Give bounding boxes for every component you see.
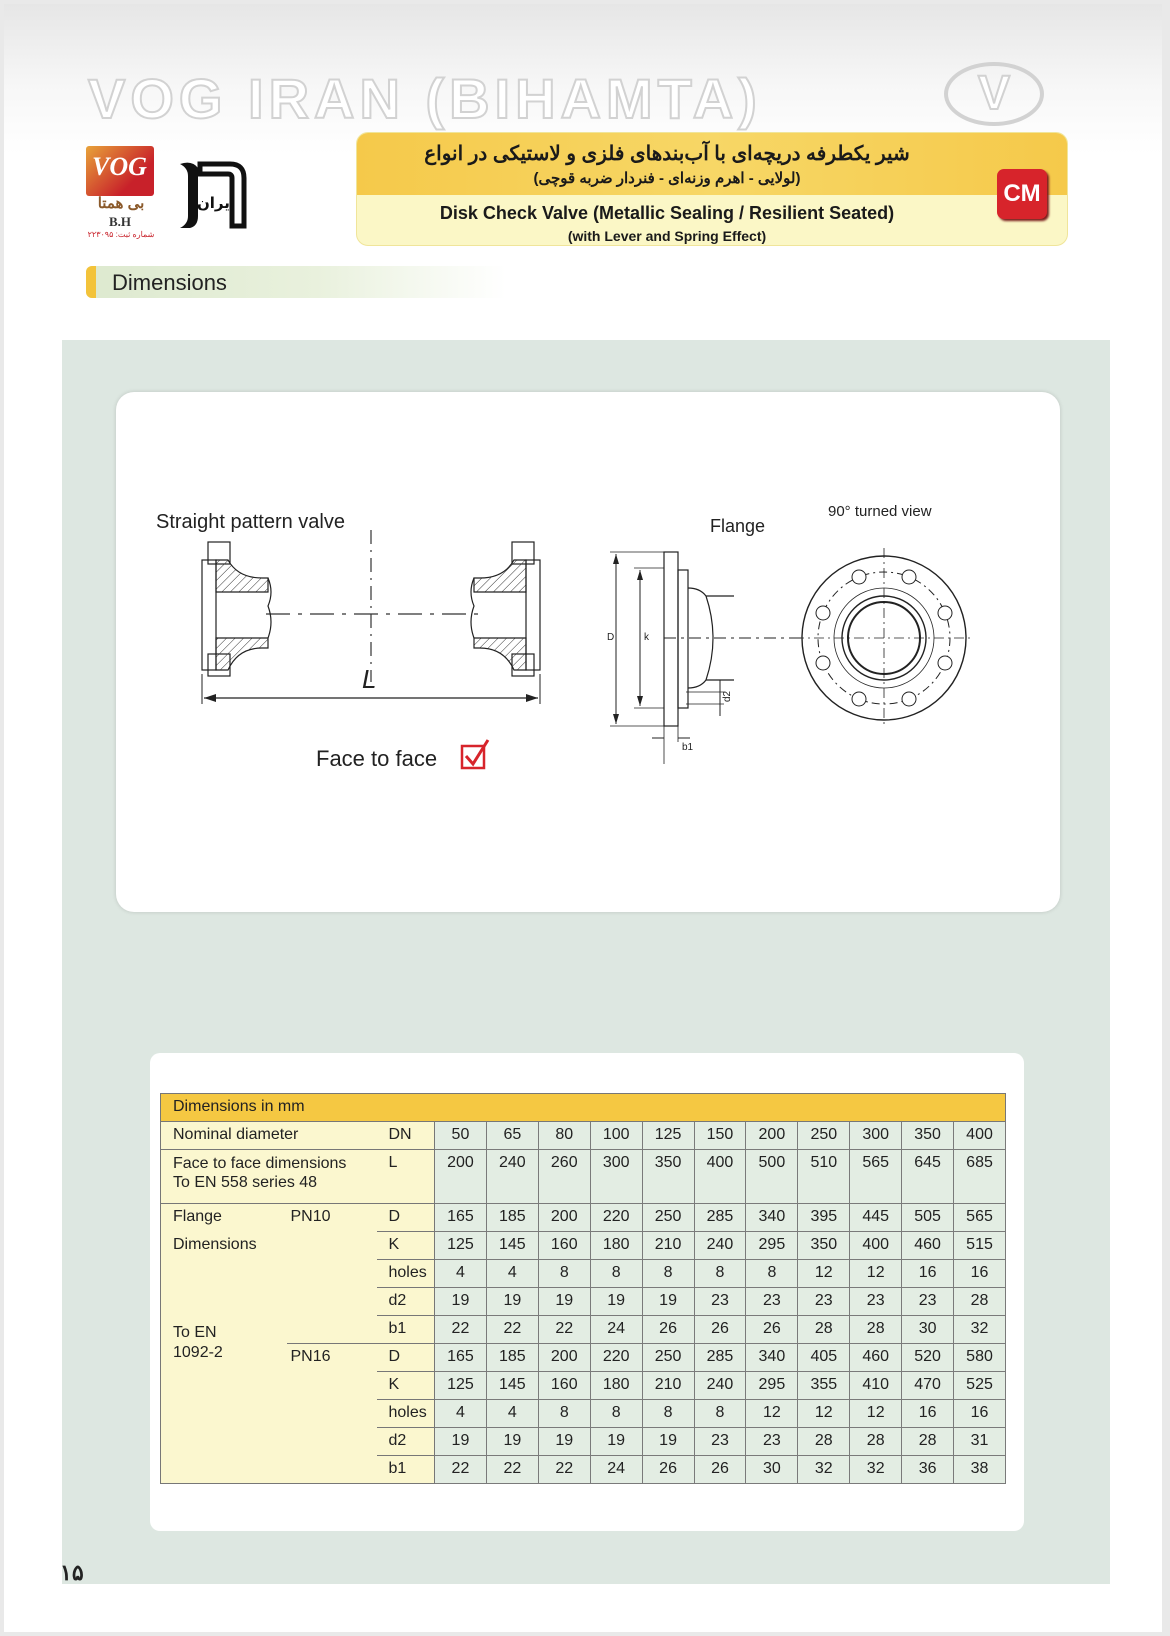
right-flange-section — [471, 542, 540, 676]
value-cell: 295 — [746, 1232, 798, 1260]
value-cell: 32 — [954, 1316, 1006, 1344]
value-cell: 38 — [954, 1456, 1006, 1484]
straight-pattern-label: Straight pattern valve — [156, 511, 345, 533]
flange-label-cell — [161, 1428, 287, 1456]
value-cell: 525 — [954, 1372, 1006, 1400]
flange-label-cell: Flange — [161, 1204, 287, 1232]
value-cell: 23 — [746, 1288, 798, 1316]
value-cell: 580 — [954, 1344, 1006, 1372]
value-cell: 250 — [642, 1204, 694, 1232]
value-cell: 295 — [746, 1372, 798, 1400]
dimensions-table — [160, 1093, 1006, 1484]
value-cell: 220 — [590, 1344, 642, 1372]
face-cell: 240 — [486, 1150, 538, 1204]
table-header: Dimensions in mm — [161, 1094, 1006, 1122]
value-cell: 16 — [954, 1260, 1006, 1288]
table-row-pn10-k — [161, 1232, 1006, 1260]
subtitle-english: (with Lever and Spring Effect) — [567, 228, 767, 244]
value-cell: 400 — [850, 1232, 902, 1260]
face-cell: 350 — [642, 1150, 694, 1204]
title-box — [356, 132, 1068, 246]
value-cell: 160 — [538, 1372, 590, 1400]
value-cell: 145 — [486, 1372, 538, 1400]
standard-logo-icon — [170, 156, 250, 236]
value-cell: 210 — [642, 1372, 694, 1400]
flange-label-cell: To EN — [161, 1316, 287, 1344]
face-cell: 260 — [538, 1150, 590, 1204]
value-cell: 240 — [694, 1232, 746, 1260]
left-flange-section — [202, 542, 271, 676]
pressure-class-cell — [287, 1260, 377, 1288]
value-cell: 23 — [694, 1288, 746, 1316]
brand-watermark-mark: V — [944, 62, 1044, 126]
value-cell: 285 — [694, 1204, 746, 1232]
face-label-line2: To EN 558 series 48 — [173, 1174, 318, 1191]
value-cell: 125 — [435, 1232, 487, 1260]
value-cell: 8 — [538, 1400, 590, 1428]
table-row-pn16-k — [161, 1372, 1006, 1400]
face-cell: 510 — [798, 1150, 850, 1204]
value-cell: 145 — [486, 1232, 538, 1260]
dn-cell: 300 — [850, 1122, 902, 1150]
value-cell: 22 — [486, 1456, 538, 1484]
symbol-cell: K — [377, 1232, 435, 1260]
value-cell: 8 — [538, 1260, 590, 1288]
value-cell: 4 — [486, 1400, 538, 1428]
face-cell: 565 — [850, 1150, 902, 1204]
value-cell: 32 — [850, 1456, 902, 1484]
face-label-line1: Face to face dimensions — [173, 1155, 347, 1172]
value-cell: 26 — [642, 1316, 694, 1344]
value-cell: 16 — [902, 1260, 954, 1288]
value-cell: 26 — [642, 1456, 694, 1484]
value-cell: 36 — [902, 1456, 954, 1484]
value-cell: 515 — [954, 1232, 1006, 1260]
table-row-face-to-face — [161, 1150, 1006, 1204]
symbol-cell: holes — [377, 1260, 435, 1288]
value-cell: 185 — [486, 1204, 538, 1232]
pressure-class-cell — [287, 1232, 377, 1260]
value-cell: 405 — [798, 1344, 850, 1372]
symbol-cell: D — [377, 1344, 435, 1372]
value-cell: 4 — [486, 1260, 538, 1288]
value-cell: 23 — [850, 1288, 902, 1316]
cm-badge: CM — [997, 169, 1047, 219]
pressure-class-cell — [287, 1316, 377, 1344]
value-cell: 28 — [954, 1288, 1006, 1316]
value-cell: 19 — [435, 1288, 487, 1316]
brand-watermark: VOG IRAN (BIHAMTA) — [88, 67, 762, 130]
value-cell: 460 — [902, 1232, 954, 1260]
checkbox-checked-icon — [462, 740, 488, 768]
value-cell: 19 — [590, 1288, 642, 1316]
dim-k-label: k — [644, 632, 649, 643]
pressure-class-cell: PN10 — [287, 1204, 377, 1232]
face-to-face-label: Face to face — [316, 746, 438, 771]
value-cell: 240 — [694, 1372, 746, 1400]
value-cell: 19 — [435, 1428, 487, 1456]
value-cell: 340 — [746, 1344, 798, 1372]
dim-b1-label: b1 — [682, 742, 694, 753]
value-cell: 8 — [590, 1260, 642, 1288]
symbol-cell: holes — [377, 1400, 435, 1428]
value-cell: 165 — [435, 1204, 487, 1232]
value-cell: 12 — [746, 1400, 798, 1428]
value-cell: 22 — [435, 1316, 487, 1344]
face-cell: 200 — [435, 1150, 487, 1204]
value-cell: 445 — [850, 1204, 902, 1232]
face-label — [161, 1150, 377, 1204]
table-row-pn10-b1 — [161, 1316, 1006, 1344]
value-cell: 395 — [798, 1204, 850, 1232]
flange-label: Flange — [710, 516, 766, 536]
flange-label-cell — [161, 1400, 287, 1428]
value-cell: 28 — [798, 1428, 850, 1456]
value-cell: 19 — [486, 1288, 538, 1316]
value-cell: 19 — [538, 1288, 590, 1316]
value-cell: 19 — [538, 1428, 590, 1456]
face-cell: 645 — [902, 1150, 954, 1204]
dn-cell: 125 — [642, 1122, 694, 1150]
value-cell: 8 — [694, 1400, 746, 1428]
value-cell: 4 — [435, 1260, 487, 1288]
table-header-row — [161, 1094, 1006, 1122]
value-cell: 340 — [746, 1204, 798, 1232]
flange-label-cell: Dimensions — [161, 1232, 287, 1260]
value-cell: 22 — [486, 1316, 538, 1344]
section-title: Dimensions — [112, 270, 227, 295]
dn-cell: 200 — [746, 1122, 798, 1150]
dn-cell: 350 — [902, 1122, 954, 1150]
flange-label-cell: 1092-2 — [161, 1344, 287, 1372]
table-row-pn10-holes — [161, 1260, 1006, 1288]
drawing-card — [116, 392, 1060, 912]
value-cell: 350 — [798, 1232, 850, 1260]
nominal-symbol: DN — [377, 1122, 435, 1150]
value-cell: 26 — [746, 1316, 798, 1344]
nominal-label: Nominal diameter — [161, 1122, 377, 1150]
value-cell: 23 — [746, 1428, 798, 1456]
face-cell: 500 — [746, 1150, 798, 1204]
flange-label-cell — [161, 1288, 287, 1316]
value-cell: 16 — [954, 1400, 1006, 1428]
symbol-cell: D — [377, 1204, 435, 1232]
symbol-cell: d2 — [377, 1428, 435, 1456]
page-number: ۱۵ — [60, 1560, 84, 1585]
value-cell: 200 — [538, 1344, 590, 1372]
value-cell: 185 — [486, 1344, 538, 1372]
flange-label-cell — [161, 1372, 287, 1400]
dn-cell: 100 — [590, 1122, 642, 1150]
dim-D-label: D — [607, 632, 615, 643]
value-cell: 19 — [642, 1428, 694, 1456]
length-symbol: L — [362, 664, 377, 694]
value-cell: 31 — [954, 1428, 1006, 1456]
value-cell: 22 — [538, 1456, 590, 1484]
value-cell: 200 — [538, 1204, 590, 1232]
flange-front-view — [794, 548, 974, 728]
value-cell: 22 — [538, 1316, 590, 1344]
catalog-page — [4, 4, 1162, 1632]
vog-registration: شماره ثبت: ۲۲۳۰۹۵ — [87, 230, 155, 239]
table-row-pn10-d2 — [161, 1288, 1006, 1316]
value-cell: 8 — [694, 1260, 746, 1288]
flange-side-view — [607, 552, 806, 764]
value-cell: 12 — [850, 1260, 902, 1288]
value-cell: 8 — [642, 1400, 694, 1428]
face-cell: 300 — [590, 1150, 642, 1204]
value-cell: 4 — [435, 1400, 487, 1428]
vog-logo — [86, 146, 156, 244]
table-row-nominal — [161, 1122, 1006, 1150]
dn-cell: 150 — [694, 1122, 746, 1150]
technical-drawing — [116, 392, 1060, 912]
value-cell: 26 — [694, 1456, 746, 1484]
value-cell: 30 — [902, 1316, 954, 1344]
vog-logo-persian: بی همتا — [97, 195, 145, 212]
dimensions-table-card — [150, 1053, 1024, 1531]
pressure-class-cell — [287, 1400, 377, 1428]
flange-label-cell — [161, 1260, 287, 1288]
value-cell: 19 — [590, 1428, 642, 1456]
value-cell: 28 — [850, 1428, 902, 1456]
value-cell: 125 — [435, 1372, 487, 1400]
value-cell: 24 — [590, 1456, 642, 1484]
value-cell: 565 — [954, 1204, 1006, 1232]
table-row-pn16-b1 — [161, 1456, 1006, 1484]
value-cell: 210 — [642, 1232, 694, 1260]
section-tab — [86, 266, 506, 298]
value-cell: 28 — [798, 1316, 850, 1344]
vog-logo-bh: B.H — [108, 214, 132, 229]
pressure-class-cell — [287, 1288, 377, 1316]
dn-cell: 400 — [954, 1122, 1006, 1150]
value-cell: 16 — [902, 1400, 954, 1428]
value-cell: 23 — [798, 1288, 850, 1316]
face-symbol: L — [377, 1150, 435, 1204]
symbol-cell: b1 — [377, 1316, 435, 1344]
value-cell: 12 — [850, 1400, 902, 1428]
value-cell: 8 — [746, 1260, 798, 1288]
symbol-cell: b1 — [377, 1456, 435, 1484]
value-cell: 12 — [798, 1400, 850, 1428]
value-cell: 30 — [746, 1456, 798, 1484]
turned-view-label: 90° turned view — [828, 503, 932, 520]
face-cell: 685 — [954, 1150, 1006, 1204]
value-cell: 460 — [850, 1344, 902, 1372]
pressure-class-cell — [287, 1372, 377, 1400]
value-cell: 520 — [902, 1344, 954, 1372]
value-cell: 180 — [590, 1232, 642, 1260]
pressure-class-cell: PN16 — [287, 1344, 377, 1372]
face-cell: 400 — [694, 1150, 746, 1204]
value-cell: 180 — [590, 1372, 642, 1400]
value-cell: 470 — [902, 1372, 954, 1400]
subtitle-persian: (لولایی - اهرم وزنه‌ای - فنردار ضربه قوچی) — [533, 170, 801, 187]
dn-cell: 250 — [798, 1122, 850, 1150]
value-cell: 12 — [798, 1260, 850, 1288]
title-english: Disk Check Valve (Metallic Sealing / Resilient Seated) — [439, 203, 895, 223]
value-cell: 26 — [694, 1316, 746, 1344]
standard-logo — [170, 156, 250, 236]
table-row-pn16-d — [161, 1344, 1006, 1372]
value-cell: 28 — [850, 1316, 902, 1344]
flange-label-cell — [161, 1456, 287, 1484]
value-cell: 250 — [642, 1344, 694, 1372]
dn-cell: 65 — [486, 1122, 538, 1150]
value-cell: 220 — [590, 1204, 642, 1232]
vog-logo-text: VOG — [92, 152, 147, 181]
table-row-pn16-holes — [161, 1400, 1006, 1428]
pressure-class-cell — [287, 1456, 377, 1484]
dn-cell: 80 — [538, 1122, 590, 1150]
value-cell: 32 — [798, 1456, 850, 1484]
value-cell: 19 — [486, 1428, 538, 1456]
value-cell: 285 — [694, 1344, 746, 1372]
value-cell: 165 — [435, 1344, 487, 1372]
value-cell: 8 — [642, 1260, 694, 1288]
value-cell: 160 — [538, 1232, 590, 1260]
title-persian: شیر یکطرفه دریچه‌ای با آب‌بندهای فلزی و لاستیکی در انواع — [424, 143, 910, 165]
table-row-pn16-d2 — [161, 1428, 1006, 1456]
value-cell: 8 — [590, 1400, 642, 1428]
dim-d2-label: d2 — [722, 690, 733, 702]
standard-logo-text: ایران — [196, 194, 236, 212]
symbol-cell: K — [377, 1372, 435, 1400]
symbol-cell: d2 — [377, 1288, 435, 1316]
value-cell: 505 — [902, 1204, 954, 1232]
value-cell: 28 — [902, 1428, 954, 1456]
value-cell: 22 — [435, 1456, 487, 1484]
value-cell: 23 — [694, 1428, 746, 1456]
pressure-class-cell — [287, 1428, 377, 1456]
value-cell: 19 — [642, 1288, 694, 1316]
value-cell: 23 — [902, 1288, 954, 1316]
dn-cell: 50 — [435, 1122, 487, 1150]
value-cell: 355 — [798, 1372, 850, 1400]
table-row-pn10-d — [161, 1204, 1006, 1232]
value-cell: 24 — [590, 1316, 642, 1344]
value-cell: 410 — [850, 1372, 902, 1400]
